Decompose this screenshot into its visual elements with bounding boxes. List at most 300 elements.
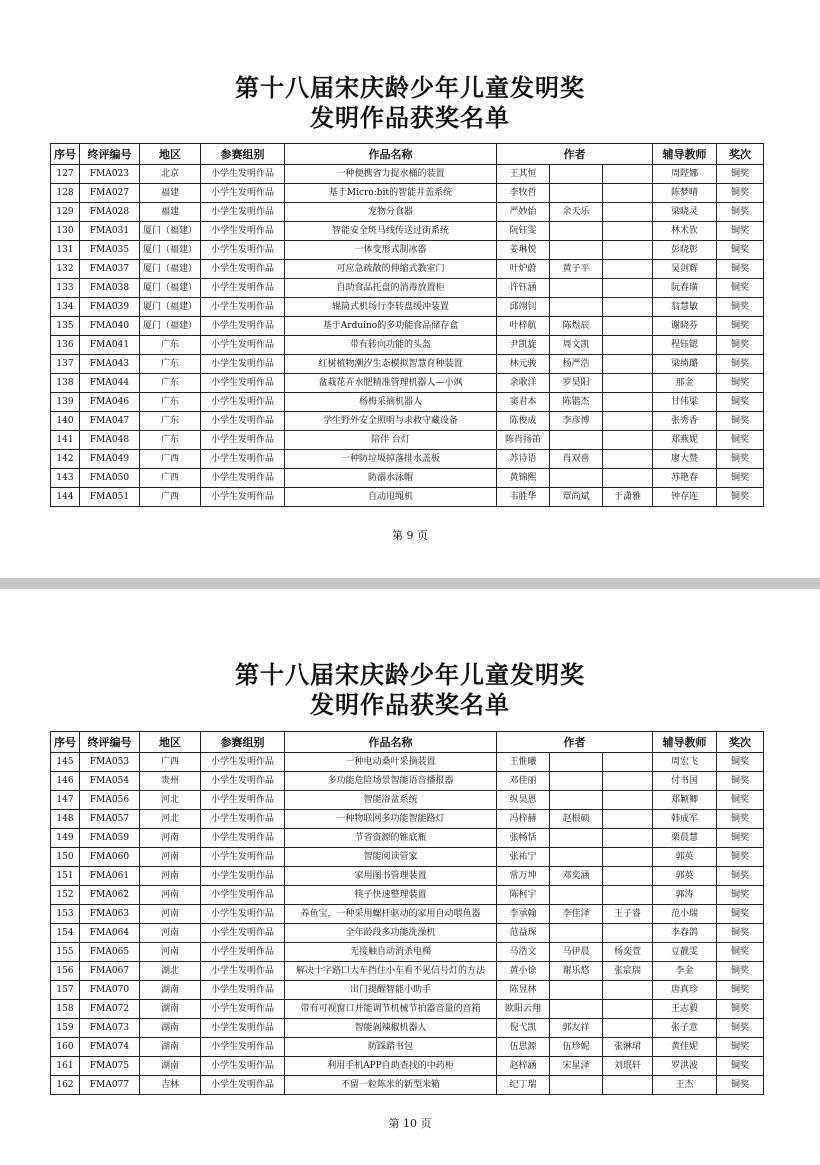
cell-work-name: 陪伴 台灯	[285, 431, 497, 450]
cell-author-3	[603, 924, 653, 943]
cell-region: 河南	[140, 886, 201, 905]
cell-award: 铜奖	[717, 317, 764, 336]
cell-award: 铜奖	[717, 867, 764, 886]
table-row	[51, 867, 764, 886]
cell-author-2: 宋星泽	[550, 1057, 603, 1076]
cell-award: 铜奖	[717, 905, 764, 924]
table-body	[51, 165, 764, 507]
table-row	[51, 886, 764, 905]
cell-index: 162	[51, 1076, 80, 1095]
cell-award: 铜奖	[717, 336, 764, 355]
table-row	[51, 829, 764, 848]
cell-author-3: 张宸瑞	[603, 962, 653, 981]
cell-index: 138	[51, 374, 80, 393]
cell-award: 铜奖	[717, 298, 764, 317]
cell-teacher: 唐真珍	[653, 981, 717, 1000]
cell-work-name: 出门提醒智能小助手	[285, 981, 497, 1000]
cell-region: 厦门（福建）	[140, 317, 201, 336]
cell-award: 铜奖	[717, 412, 764, 431]
header-authors: 作者	[497, 732, 653, 753]
table-row	[51, 810, 764, 829]
cell-index: 133	[51, 279, 80, 298]
cell-author-2: 陈锴杰	[550, 393, 603, 412]
cell-code: FMA057	[80, 810, 140, 829]
cell-group: 小学生发明作品	[201, 943, 285, 962]
table-row	[51, 184, 764, 203]
cell-author-1: 余歌洋	[497, 374, 550, 393]
cell-index: 156	[51, 962, 80, 981]
page-number: 第 9 页	[392, 529, 428, 542]
cell-index: 155	[51, 943, 80, 962]
cell-index: 151	[51, 867, 80, 886]
header-code: 终评编号	[80, 144, 140, 165]
cell-teacher: 范小瑞	[653, 905, 717, 924]
cell-code: FMA027	[80, 184, 140, 203]
cell-teacher: 陈梦晴	[653, 184, 717, 203]
cell-code: FMA047	[80, 412, 140, 431]
cell-code: FMA056	[80, 791, 140, 810]
cell-author-3	[603, 374, 653, 393]
cell-index: 127	[51, 165, 80, 184]
cell-author-2	[550, 165, 603, 184]
cell-work-name: 基于Arduino的多功能食品储存盒	[285, 317, 497, 336]
table-row	[51, 772, 764, 791]
cell-author-2	[550, 469, 603, 488]
cell-index: 137	[51, 355, 80, 374]
cell-index: 130	[51, 222, 80, 241]
cell-teacher: 钟存连	[653, 488, 717, 507]
cell-award: 铜奖	[717, 222, 764, 241]
table-row	[51, 791, 764, 810]
header-award: 奖次	[717, 732, 764, 753]
cell-teacher: 彭晓彰	[653, 241, 717, 260]
table-header-row	[51, 732, 764, 753]
cell-region: 河南	[140, 829, 201, 848]
cell-author-3	[603, 848, 653, 867]
cell-work-name: 全年龄段多功能洗澡机	[285, 924, 497, 943]
cell-index: 134	[51, 298, 80, 317]
cell-author-3	[603, 981, 653, 1000]
cell-group: 小学生发明作品	[201, 981, 285, 1000]
table-row	[51, 336, 764, 355]
cell-group: 小学生发明作品	[201, 355, 285, 374]
cell-region: 湖南	[140, 981, 201, 1000]
cell-award: 铜奖	[717, 886, 764, 905]
cell-code: FMA038	[80, 279, 140, 298]
cell-index: 144	[51, 488, 80, 507]
table-row	[51, 203, 764, 222]
cell-award: 铜奖	[717, 1076, 764, 1095]
cell-region: 吉林	[140, 1076, 201, 1095]
cell-group: 小学生发明作品	[201, 772, 285, 791]
cell-index: 145	[51, 753, 80, 772]
cell-work-name: 杨梅采摘机器人	[285, 393, 497, 412]
cell-author-2: 李彦博	[550, 412, 603, 431]
cell-author-2: 伍珍妮	[550, 1038, 603, 1057]
header-teacher: 辅导教师	[653, 144, 717, 165]
cell-author-3	[603, 203, 653, 222]
page-separator	[0, 578, 820, 589]
table-row	[51, 374, 764, 393]
cell-author-3	[603, 886, 653, 905]
cell-work-name: 盆栽花卉水肥精准管理机器人—小飒	[285, 374, 497, 393]
cell-region: 福建	[140, 203, 201, 222]
cell-author-1: 李牧哲	[497, 184, 550, 203]
table-row	[51, 279, 764, 298]
header-authors: 作者	[497, 144, 653, 165]
cell-author-3	[603, 867, 653, 886]
cell-author-3	[603, 165, 653, 184]
cell-region: 北京	[140, 165, 201, 184]
cell-author-3	[603, 753, 653, 772]
cell-region: 河北	[140, 791, 201, 810]
cell-author-2	[550, 1000, 603, 1019]
header-award: 奖次	[717, 144, 764, 165]
cell-teacher: 吴剑辉	[653, 260, 717, 279]
cell-author-3	[603, 431, 653, 450]
cell-group: 小学生发明作品	[201, 412, 285, 431]
cell-teacher: 张秀香	[653, 412, 717, 431]
cell-index: 161	[51, 1057, 80, 1076]
table-row	[51, 753, 764, 772]
cell-author-2	[550, 241, 603, 260]
cell-teacher: 郑燕妮	[653, 431, 717, 450]
cell-award: 铜奖	[717, 943, 764, 962]
cell-work-name: 智能剁辣椒机器人	[285, 1019, 497, 1038]
cell-group: 小学生发明作品	[201, 450, 285, 469]
cell-code: FMA064	[80, 924, 140, 943]
cell-code: FMA051	[80, 488, 140, 507]
cell-author-2: 覃尚斌	[550, 488, 603, 507]
cell-index: 148	[51, 810, 80, 829]
cell-teacher: 郭涛	[653, 886, 717, 905]
cell-teacher: 那金	[653, 374, 717, 393]
cell-author-3	[603, 260, 653, 279]
cell-index: 141	[51, 431, 80, 450]
cell-group: 小学生发明作品	[201, 260, 285, 279]
cell-author-2	[550, 1076, 603, 1095]
cell-author-2	[550, 298, 603, 317]
cell-work-name: 利用手机APP自助查找的中药柜	[285, 1057, 497, 1076]
cell-teacher: 张子意	[653, 1019, 717, 1038]
cell-award: 铜奖	[717, 1057, 764, 1076]
cell-author-2	[550, 279, 603, 298]
cell-work-name: 防踩踏书包	[285, 1038, 497, 1057]
awards-table	[50, 731, 764, 1095]
cell-author-1: 陈昱林	[497, 981, 550, 1000]
cell-region: 河南	[140, 848, 201, 867]
cell-author-1: 叶梓航	[497, 317, 550, 336]
table-row	[51, 943, 764, 962]
cell-award: 铜奖	[717, 241, 764, 260]
cell-author-2: 肖双喜	[550, 450, 603, 469]
cell-work-name: 智能阅读管家	[285, 848, 497, 867]
cell-author-3: 刘珉轩	[603, 1057, 653, 1076]
table-row	[51, 848, 764, 867]
cell-teacher: 甘伟梁	[653, 393, 717, 412]
cell-region: 广西	[140, 469, 201, 488]
cell-author-2	[550, 772, 603, 791]
cell-teacher: 郑颖卿	[653, 791, 717, 810]
cell-code: FMA039	[80, 298, 140, 317]
cell-author-3	[603, 829, 653, 848]
cell-award: 铜奖	[717, 753, 764, 772]
cell-group: 小学生发明作品	[201, 469, 285, 488]
cell-author-3	[603, 772, 653, 791]
cell-code: FMA061	[80, 867, 140, 886]
cell-region: 湖南	[140, 1057, 201, 1076]
cell-region: 厦门（福建）	[140, 279, 201, 298]
cell-work-name: 自动甩绳机	[285, 488, 497, 507]
title-line-1: 第十八届宋庆龄少年儿童发明奖	[235, 73, 585, 102]
cell-code: FMA023	[80, 165, 140, 184]
cell-author-2: 赵根硕	[550, 810, 603, 829]
cell-award: 铜奖	[717, 431, 764, 450]
cell-work-name: 带有转向功能的头盔	[285, 336, 497, 355]
cell-index: 132	[51, 260, 80, 279]
cell-author-1: 纪丁瑞	[497, 1076, 550, 1095]
cell-code: FMA059	[80, 829, 140, 848]
cell-author-2: 谢乐悠	[550, 962, 603, 981]
cell-author-3	[603, 298, 653, 317]
cell-author-2: 黄子平	[550, 260, 603, 279]
header-work-name: 作品名称	[285, 144, 497, 165]
cell-work-name: 宠物分食器	[285, 203, 497, 222]
cell-teacher: 栗晨慧	[653, 829, 717, 848]
cell-index: 136	[51, 336, 80, 355]
cell-award: 铜奖	[717, 1000, 764, 1019]
cell-author-3	[603, 241, 653, 260]
cell-award: 铜奖	[717, 450, 764, 469]
cell-work-name: 一种电动桑叶采摘装置	[285, 753, 497, 772]
cell-author-1: 常万坤	[497, 867, 550, 886]
cell-award: 铜奖	[717, 924, 764, 943]
cell-group: 小学生发明作品	[201, 298, 285, 317]
cell-teacher: 王志毅	[653, 1000, 717, 1019]
cell-author-1: 陈柯宇	[497, 886, 550, 905]
cell-author-2: 余天乐	[550, 203, 603, 222]
cell-author-3: 杨奕萱	[603, 943, 653, 962]
cell-code: FMA040	[80, 317, 140, 336]
title-line-2: 发明作品获奖名单	[310, 690, 510, 719]
title-line-2: 发明作品获奖名单	[310, 103, 510, 132]
cell-group: 小学生发明作品	[201, 1000, 285, 1019]
page-title	[0, 73, 820, 133]
cell-author-2: 郭友祥	[550, 1019, 603, 1038]
cell-teacher: 黄佳妮	[653, 1038, 717, 1057]
cell-work-name: 可应急疏散的伸缩式教室门	[285, 260, 497, 279]
cell-code: FMA037	[80, 260, 140, 279]
cell-group: 小学生发明作品	[201, 1038, 285, 1057]
cell-award: 铜奖	[717, 1019, 764, 1038]
cell-code: FMA063	[80, 905, 140, 924]
cell-teacher: 廖大赞	[653, 450, 717, 469]
cell-group: 小学生发明作品	[201, 203, 285, 222]
cell-code: FMA077	[80, 1076, 140, 1095]
cell-author-2: 陈煜辰	[550, 317, 603, 336]
cell-author-3	[603, 791, 653, 810]
cell-region: 河北	[140, 810, 201, 829]
cell-index: 143	[51, 469, 80, 488]
cell-teacher: 罗洪波	[653, 1057, 717, 1076]
cell-author-1: 尹凯旋	[497, 336, 550, 355]
cell-author-2	[550, 222, 603, 241]
cell-code: FMA060	[80, 848, 140, 867]
cell-author-1: 黄锦熙	[497, 469, 550, 488]
cell-work-name: 多功能危险场景智能语音播报器	[285, 772, 497, 791]
cell-author-1: 倪弋凯	[497, 1019, 550, 1038]
cell-teacher: 阮春璜	[653, 279, 717, 298]
cell-region: 广东	[140, 412, 201, 431]
cell-group: 小学生发明作品	[201, 222, 285, 241]
header-index: 序号	[51, 732, 80, 753]
cell-region: 湖北	[140, 962, 201, 981]
cell-author-1: 纵昊恩	[497, 791, 550, 810]
cell-author-3	[603, 393, 653, 412]
cell-teacher: 程钰锶	[653, 336, 717, 355]
cell-code: FMA048	[80, 431, 140, 450]
cell-award: 铜奖	[717, 829, 764, 848]
cell-work-name: 解决十字路口大车挡住小车看不见信号灯的方法	[285, 962, 497, 981]
table-row	[51, 905, 764, 924]
cell-teacher: 周宏飞	[653, 753, 717, 772]
cell-region: 厦门（福建）	[140, 298, 201, 317]
cell-author-1: 陈俊成	[497, 412, 550, 431]
cell-author-3	[603, 184, 653, 203]
cell-teacher: 谢晓芬	[653, 317, 717, 336]
cell-teacher: 韩成军	[653, 810, 717, 829]
cell-code: FMA067	[80, 962, 140, 981]
cell-author-1: 姜琳悦	[497, 241, 550, 260]
cell-author-1: 赵梓涵	[497, 1057, 550, 1076]
cell-index: 146	[51, 772, 80, 791]
cell-code: FMA046	[80, 393, 140, 412]
cell-teacher: 王杰	[653, 1076, 717, 1095]
cell-group: 小学生发明作品	[201, 374, 285, 393]
cell-code: FMA072	[80, 1000, 140, 1019]
cell-award: 铜奖	[717, 791, 764, 810]
table-header-row	[51, 144, 764, 165]
cell-region: 湖南	[140, 1000, 201, 1019]
cell-author-1: 李承翰	[497, 905, 550, 924]
cell-author-1: 范益琛	[497, 924, 550, 943]
cell-teacher: 郭英	[653, 848, 717, 867]
cell-region: 广东	[140, 431, 201, 450]
cell-group: 小学生发明作品	[201, 1019, 285, 1038]
cell-teacher: 翁慧敏	[653, 298, 717, 317]
table-row	[51, 317, 764, 336]
table-row	[51, 222, 764, 241]
cell-author-1: 陈肖扬笛	[497, 431, 550, 450]
cell-work-name: 养鱼宝，一种采用螺杆驱动的家用自动喂鱼器	[285, 905, 497, 924]
table-row	[51, 412, 764, 431]
cell-index: 157	[51, 981, 80, 1000]
cell-author-1: 林元骏	[497, 355, 550, 374]
cell-teacher: 梁晓灵	[653, 203, 717, 222]
cell-author-3	[603, 317, 653, 336]
header-group: 参赛组别	[201, 732, 285, 753]
cell-region: 厦门（福建）	[140, 222, 201, 241]
cell-author-1: 王惟曦	[497, 753, 550, 772]
cell-author-3	[603, 810, 653, 829]
cell-work-name: 家用图书管理装置	[285, 867, 497, 886]
cell-code: FMA053	[80, 753, 140, 772]
cell-index: 139	[51, 393, 80, 412]
cell-code: FMA070	[80, 981, 140, 1000]
cell-group: 小学生发明作品	[201, 488, 285, 507]
header-group: 参赛组别	[201, 144, 285, 165]
cell-region: 河南	[140, 905, 201, 924]
cell-award: 铜奖	[717, 469, 764, 488]
cell-group: 小学生发明作品	[201, 1076, 285, 1095]
cell-region: 福建	[140, 184, 201, 203]
cell-work-name: 不留一粒陈米的新型米箱	[285, 1076, 497, 1095]
cell-group: 小学生发明作品	[201, 791, 285, 810]
cell-author-3	[603, 355, 653, 374]
cell-author-1: 邱翊钊	[497, 298, 550, 317]
cell-region: 湖南	[140, 1038, 201, 1057]
cell-code: FMA043	[80, 355, 140, 374]
cell-group: 小学生发明作品	[201, 241, 285, 260]
cell-region: 广东	[140, 393, 201, 412]
cell-author-1: 张祐宁	[497, 848, 550, 867]
table-row	[51, 165, 764, 184]
cell-author-1: 苏诗语	[497, 450, 550, 469]
cell-author-3	[603, 222, 653, 241]
cell-code: FMA028	[80, 203, 140, 222]
cell-group: 小学生发明作品	[201, 393, 285, 412]
page-9	[0, 0, 820, 578]
cell-group: 小学生发明作品	[201, 848, 285, 867]
cell-group: 小学生发明作品	[201, 279, 285, 298]
cell-teacher: 李金	[653, 962, 717, 981]
cell-index: 149	[51, 829, 80, 848]
cell-teacher: 豆靓雯	[653, 943, 717, 962]
table-row	[51, 1076, 764, 1095]
cell-author-1: 冯梓赫	[497, 810, 550, 829]
cell-index: 142	[51, 450, 80, 469]
cell-award: 铜奖	[717, 393, 764, 412]
cell-work-name: 学生野外安全照明与求救守藏设备	[285, 412, 497, 431]
table-row	[51, 469, 764, 488]
table-row	[51, 355, 764, 374]
cell-region: 广西	[140, 488, 201, 507]
cell-author-2: 马伊晨	[550, 943, 603, 962]
cell-work-name: 一种便携省力提水桶的装置	[285, 165, 497, 184]
cell-author-1: 许钰涵	[497, 279, 550, 298]
cell-region: 广东	[140, 355, 201, 374]
cell-author-1: 叶炉蔚	[497, 260, 550, 279]
header-region: 地区	[140, 144, 201, 165]
cell-work-name: 智能浴盆系统	[285, 791, 497, 810]
cell-author-2	[550, 791, 603, 810]
cell-group: 小学生发明作品	[201, 165, 285, 184]
awards-table	[50, 143, 764, 507]
cell-author-2	[550, 431, 603, 450]
cell-author-2	[550, 848, 603, 867]
page-10	[0, 589, 820, 1165]
cell-author-1: 王其恒	[497, 165, 550, 184]
table-row	[51, 431, 764, 450]
cell-author-3	[603, 469, 653, 488]
cell-region: 厦门（福建）	[140, 241, 201, 260]
cell-index: 154	[51, 924, 80, 943]
cell-work-name: 节省资源的锥底瓶	[285, 829, 497, 848]
cell-region: 河南	[140, 924, 201, 943]
cell-author-3	[603, 1076, 653, 1095]
cell-work-name: 防溺水泳帽	[285, 469, 497, 488]
cell-author-1: 张畅恬	[497, 829, 550, 848]
